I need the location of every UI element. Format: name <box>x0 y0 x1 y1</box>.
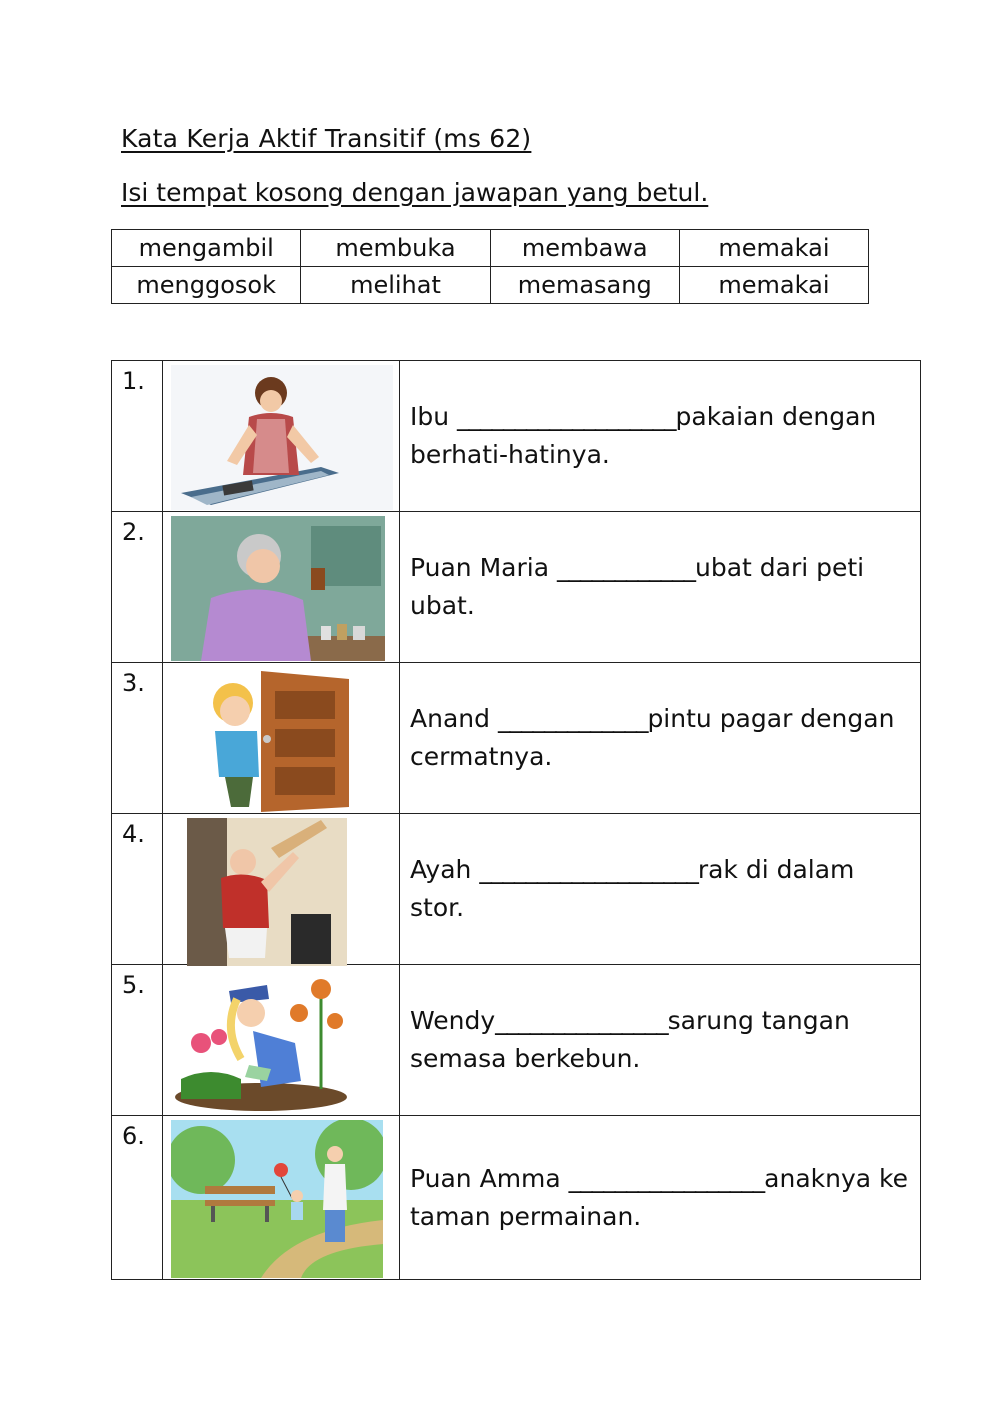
sentence-start: Anand <box>410 704 498 733</box>
question-number: 3. <box>112 663 163 814</box>
question-number: 6. <box>112 1116 163 1280</box>
question-sentence <box>400 663 921 814</box>
worksheet-title: Kata Kerja Aktif Transitif (ms 62) <box>121 124 532 153</box>
word-bank-cell: melihat <box>301 267 490 304</box>
question-row <box>112 663 921 814</box>
sentence-start: Ayah <box>410 855 480 884</box>
old-woman-medicine-image <box>171 516 385 661</box>
sentence-end: anaknya ke taman permainan. <box>410 1163 909 1231</box>
sentence-end: sarung tangan semasa berkebun. <box>410 1006 850 1073</box>
answer-blank[interactable]: _______________ <box>495 1006 668 1035</box>
word-bank-cell: menggosok <box>112 267 301 304</box>
answer-blank[interactable]: ___________________ <box>479 855 698 884</box>
word-bank-table <box>111 229 869 304</box>
man-installing-shelf-image <box>171 818 351 966</box>
question-number: 5. <box>112 965 163 1116</box>
question-row <box>112 361 921 512</box>
question-image-cell <box>163 1116 400 1280</box>
question-image-cell <box>163 512 400 663</box>
question-sentence <box>400 361 921 512</box>
question-number: 1. <box>112 361 163 512</box>
question-number: 4. <box>112 814 163 965</box>
question-sentence <box>400 814 921 965</box>
questions-table <box>111 360 921 1280</box>
word-bank-row <box>112 230 869 267</box>
question-row <box>112 965 921 1116</box>
answer-blank[interactable]: ___________________ <box>457 402 676 431</box>
worksheet-instruction: Isi tempat kosong dengan jawapan yang betul. <box>121 178 709 207</box>
question-sentence <box>400 1116 921 1280</box>
word-bank-cell: memasang <box>490 267 679 304</box>
question-number: 2. <box>112 512 163 663</box>
question-sentence <box>400 512 921 663</box>
question-row <box>112 512 921 663</box>
sentence-start: Ibu <box>410 402 458 431</box>
sentence-start: Puan Maria <box>410 553 557 582</box>
sentence-start: Puan Amma <box>410 1163 569 1193</box>
girl-gardening-image <box>171 969 351 1114</box>
sentence-end: rak di dalam stor. <box>410 855 855 922</box>
word-bank-cell: mengambil <box>112 230 301 267</box>
woman-ironing-image <box>171 365 393 510</box>
question-row <box>112 1116 921 1280</box>
question-image-cell <box>163 814 400 965</box>
question-image-cell <box>163 965 400 1116</box>
answer-blank[interactable]: _____________ <box>497 704 648 733</box>
question-image-cell <box>163 361 400 512</box>
mother-child-park-image <box>171 1120 383 1278</box>
sentence-end: ubat dari peti ubat. <box>410 553 865 620</box>
word-bank-cell: memakai <box>679 267 868 304</box>
sentence-end: pakaian dengan berhati-hatinya. <box>410 402 877 469</box>
question-sentence <box>400 965 921 1116</box>
word-bank-row <box>112 267 869 304</box>
sentence-start: Wendy <box>410 1006 496 1035</box>
question-image-cell <box>163 663 400 814</box>
answer-blank[interactable]: _________________ <box>568 1163 765 1193</box>
question-row <box>112 814 921 965</box>
word-bank-cell: membuka <box>301 230 490 267</box>
answer-blank[interactable]: ____________ <box>556 553 695 582</box>
word-bank-cell: membawa <box>490 230 679 267</box>
sentence-end: pintu pagar dengan cermatnya. <box>410 704 895 771</box>
word-bank-cell: memakai <box>679 230 868 267</box>
boy-opening-door-image <box>171 667 361 812</box>
